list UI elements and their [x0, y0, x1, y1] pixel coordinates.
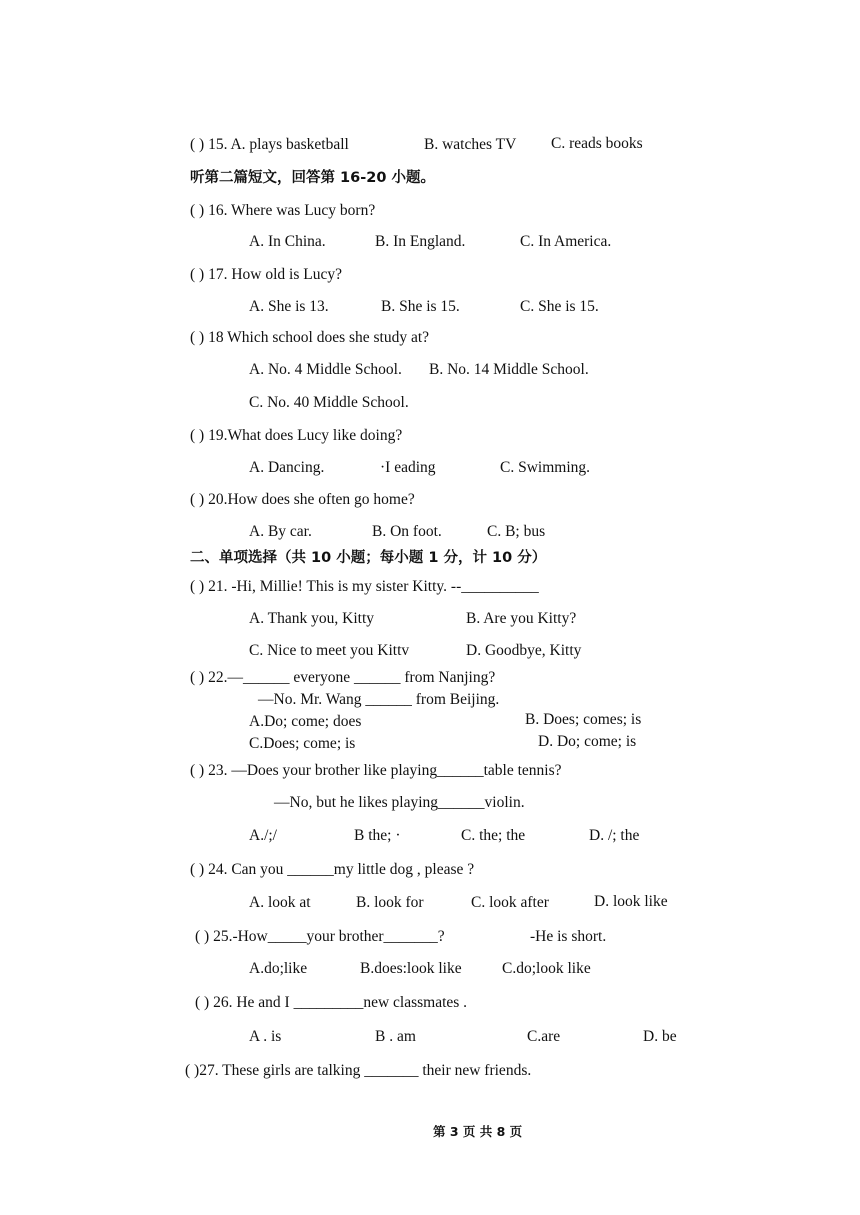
exam-text-line: ( ) 25.-How_____your brother_______?	[195, 928, 445, 945]
exam-text-line: A. She is 13.	[249, 298, 329, 315]
exam-text-line: C.Does; come; is	[249, 735, 356, 752]
exam-text-line: B.does:look like	[360, 960, 462, 977]
exam-text-line: ( )27. These girls are talking _______ their new friends.	[185, 1062, 532, 1079]
exam-text-line: A. Dancing.	[249, 459, 325, 476]
exam-text-line: A. Thank you, Kitty	[249, 610, 374, 627]
exam-text-line: C. reads books	[551, 135, 643, 152]
section-heading: 二、单项选择（共 10 小题；每小题 1 分，计 10 分）	[190, 550, 547, 566]
exam-text-line: A. By car.	[249, 523, 312, 540]
exam-text-line: A. No. 4 Middle School.	[249, 361, 402, 378]
exam-text-line: A./;/	[249, 827, 277, 844]
exam-text-line: A. look at	[249, 894, 311, 911]
page-number: 第 3 页 共 8 页	[433, 1124, 523, 1139]
exam-text-line: C. Swimming.	[500, 459, 591, 476]
exam-text-line: B. Are you Kitty?	[466, 610, 577, 627]
exam-text-line: D. Do; come; is	[538, 733, 637, 750]
exam-text-line: ·I eading	[380, 459, 436, 476]
exam-text-line: C. She is 15.	[520, 298, 599, 315]
exam-text-line: A.do;like	[249, 960, 308, 977]
exam-text-line: A.Do; come; does	[249, 713, 362, 730]
exam-text-line: B . am	[375, 1028, 416, 1045]
exam-text-line: ( ) 20.How does she often go home?	[190, 491, 415, 508]
exam-text-line: B. She is 15.	[381, 298, 460, 315]
exam-text-line: B. No. 14 Middle School.	[429, 361, 589, 378]
exam-text-line: D. look like	[594, 893, 668, 910]
exam-text-line: ( ) 21. -Hi, Millie! This is my sister Kitty. --__________	[190, 578, 539, 595]
exam-text-line: B. In England.	[375, 233, 466, 250]
exam-text-line: -He is short.	[530, 928, 607, 945]
exam-text-line: B the; ·	[354, 827, 401, 844]
exam-text-line: C.do;look like	[502, 960, 591, 977]
exam-text-line: B. watches TV	[424, 136, 517, 153]
exam-text-line: ( ) 23. —Does your brother like playing______table tennis?	[190, 762, 562, 779]
exam-text-line: ( ) 18 Which school does she study at?	[190, 329, 430, 346]
exam-text-line: D. be	[643, 1028, 677, 1045]
exam-text-line: ( ) 19.What does Lucy like doing?	[190, 427, 403, 444]
exam-text-line: A. In China.	[249, 233, 326, 250]
exam-text-line: ( ) 26. He and I _________new classmates .	[195, 994, 468, 1011]
exam-text-line: B. look for	[356, 894, 424, 911]
exam-text-line: ( ) 17. How old is Lucy?	[190, 266, 342, 283]
exam-text-line: B. On foot.	[372, 523, 442, 540]
exam-text-line: C. B; bus	[487, 523, 546, 540]
exam-text-line: C. Nice to meet you Kittv	[249, 642, 410, 659]
exam-text-line: ( ) 16. Where was Lucy born?	[190, 202, 376, 219]
exam-text-line: C.are	[527, 1028, 561, 1045]
exam-text-line: ( ) 15. A. plays basketball	[190, 136, 349, 153]
exam-text-line: B. Does; comes; is	[525, 711, 642, 728]
exam-text-line: C. look after	[471, 894, 549, 911]
exam-text-line: D. /; the	[589, 827, 640, 844]
exam-text-line: C. the; the	[461, 827, 526, 844]
exam-text-line: C. No. 40 Middle School.	[249, 394, 409, 411]
exam-text-line: D. Goodbye, Kitty	[466, 642, 582, 659]
exam-text-line: —No. Mr. Wang ______ from Beijing.	[258, 691, 500, 708]
exam-text-line: ( ) 22.—______ everyone ______ from Nanjing?	[190, 669, 496, 686]
exam-text-line: C. In America.	[520, 233, 612, 250]
exam-text-line: ( ) 24. Can you ______my little dog , please ?	[190, 861, 475, 878]
section-heading: 听第二篇短文，回答第 16-20 小题。	[190, 170, 435, 186]
exam-text-line: A . is	[249, 1028, 282, 1045]
exam-text-line: —No, but he likes playing______violin.	[274, 794, 525, 811]
